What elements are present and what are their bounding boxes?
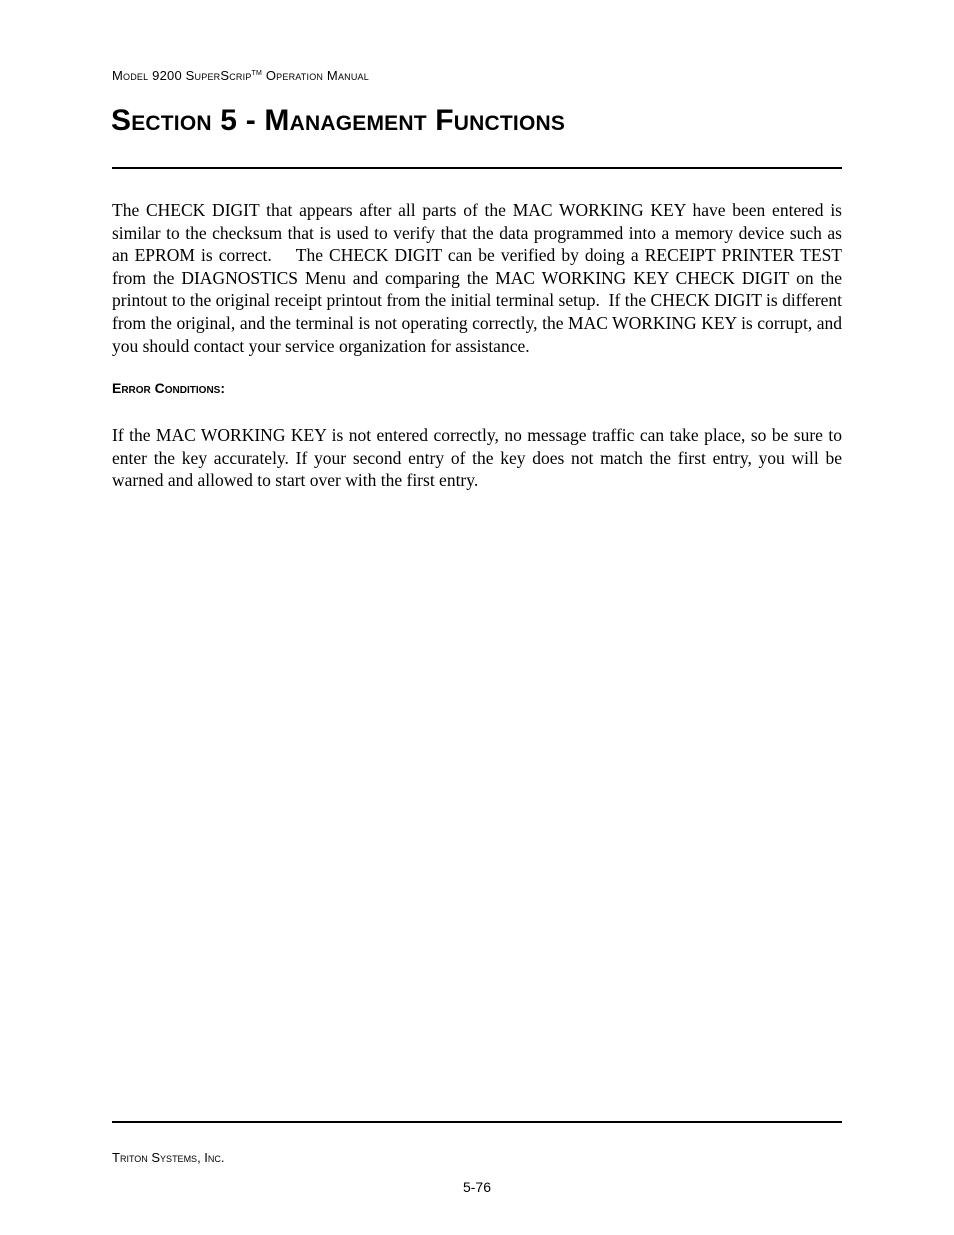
company-name: Triton Systems, Inc. [112,1150,225,1165]
error-conditions-heading: Error Conditions: [112,380,225,396]
page-number: 5-76 [462,1179,492,1195]
trademark-symbol: TM [251,70,263,77]
running-header [112,68,369,83]
running-header-subtitle: Operation Manual [262,68,369,83]
section-title: Section 5 - Management Functions [111,104,566,137]
check-digit-paragraph: The CHECK DIGIT that appears after all parts of the MAC WORKING KEY have been entered is similar to the checksum that is used to verify that the data programmed into a memory device such as an EPROM is correct. The CHECK DIGIT can be verified by doing a RECEIPT PRINTER TEST from the DIAGNOSTICS Menu and comparing the MAC WORKING KEY CHECK DIGIT on the printout to the original receipt printout from the initial terminal setup. If the CHECK DIGIT is different from the original, and the terminal is not operating correctly, the MAC WORKING KEY is corrupt, and you should contact your service organization for assistance. [112,200,847,356]
footer-divider [112,1121,842,1123]
error-conditions-paragraph: If the MAC WORKING KEY is not entered correctly, no message traffic can take place, so be sure to enter the key accurately. If your second entry of the key does not match the first entry, you will be warned and allowed to start over with the first entry. [112,425,842,491]
header-divider [112,167,842,169]
running-header-title: Model 9200 SuperScrip [112,68,252,83]
